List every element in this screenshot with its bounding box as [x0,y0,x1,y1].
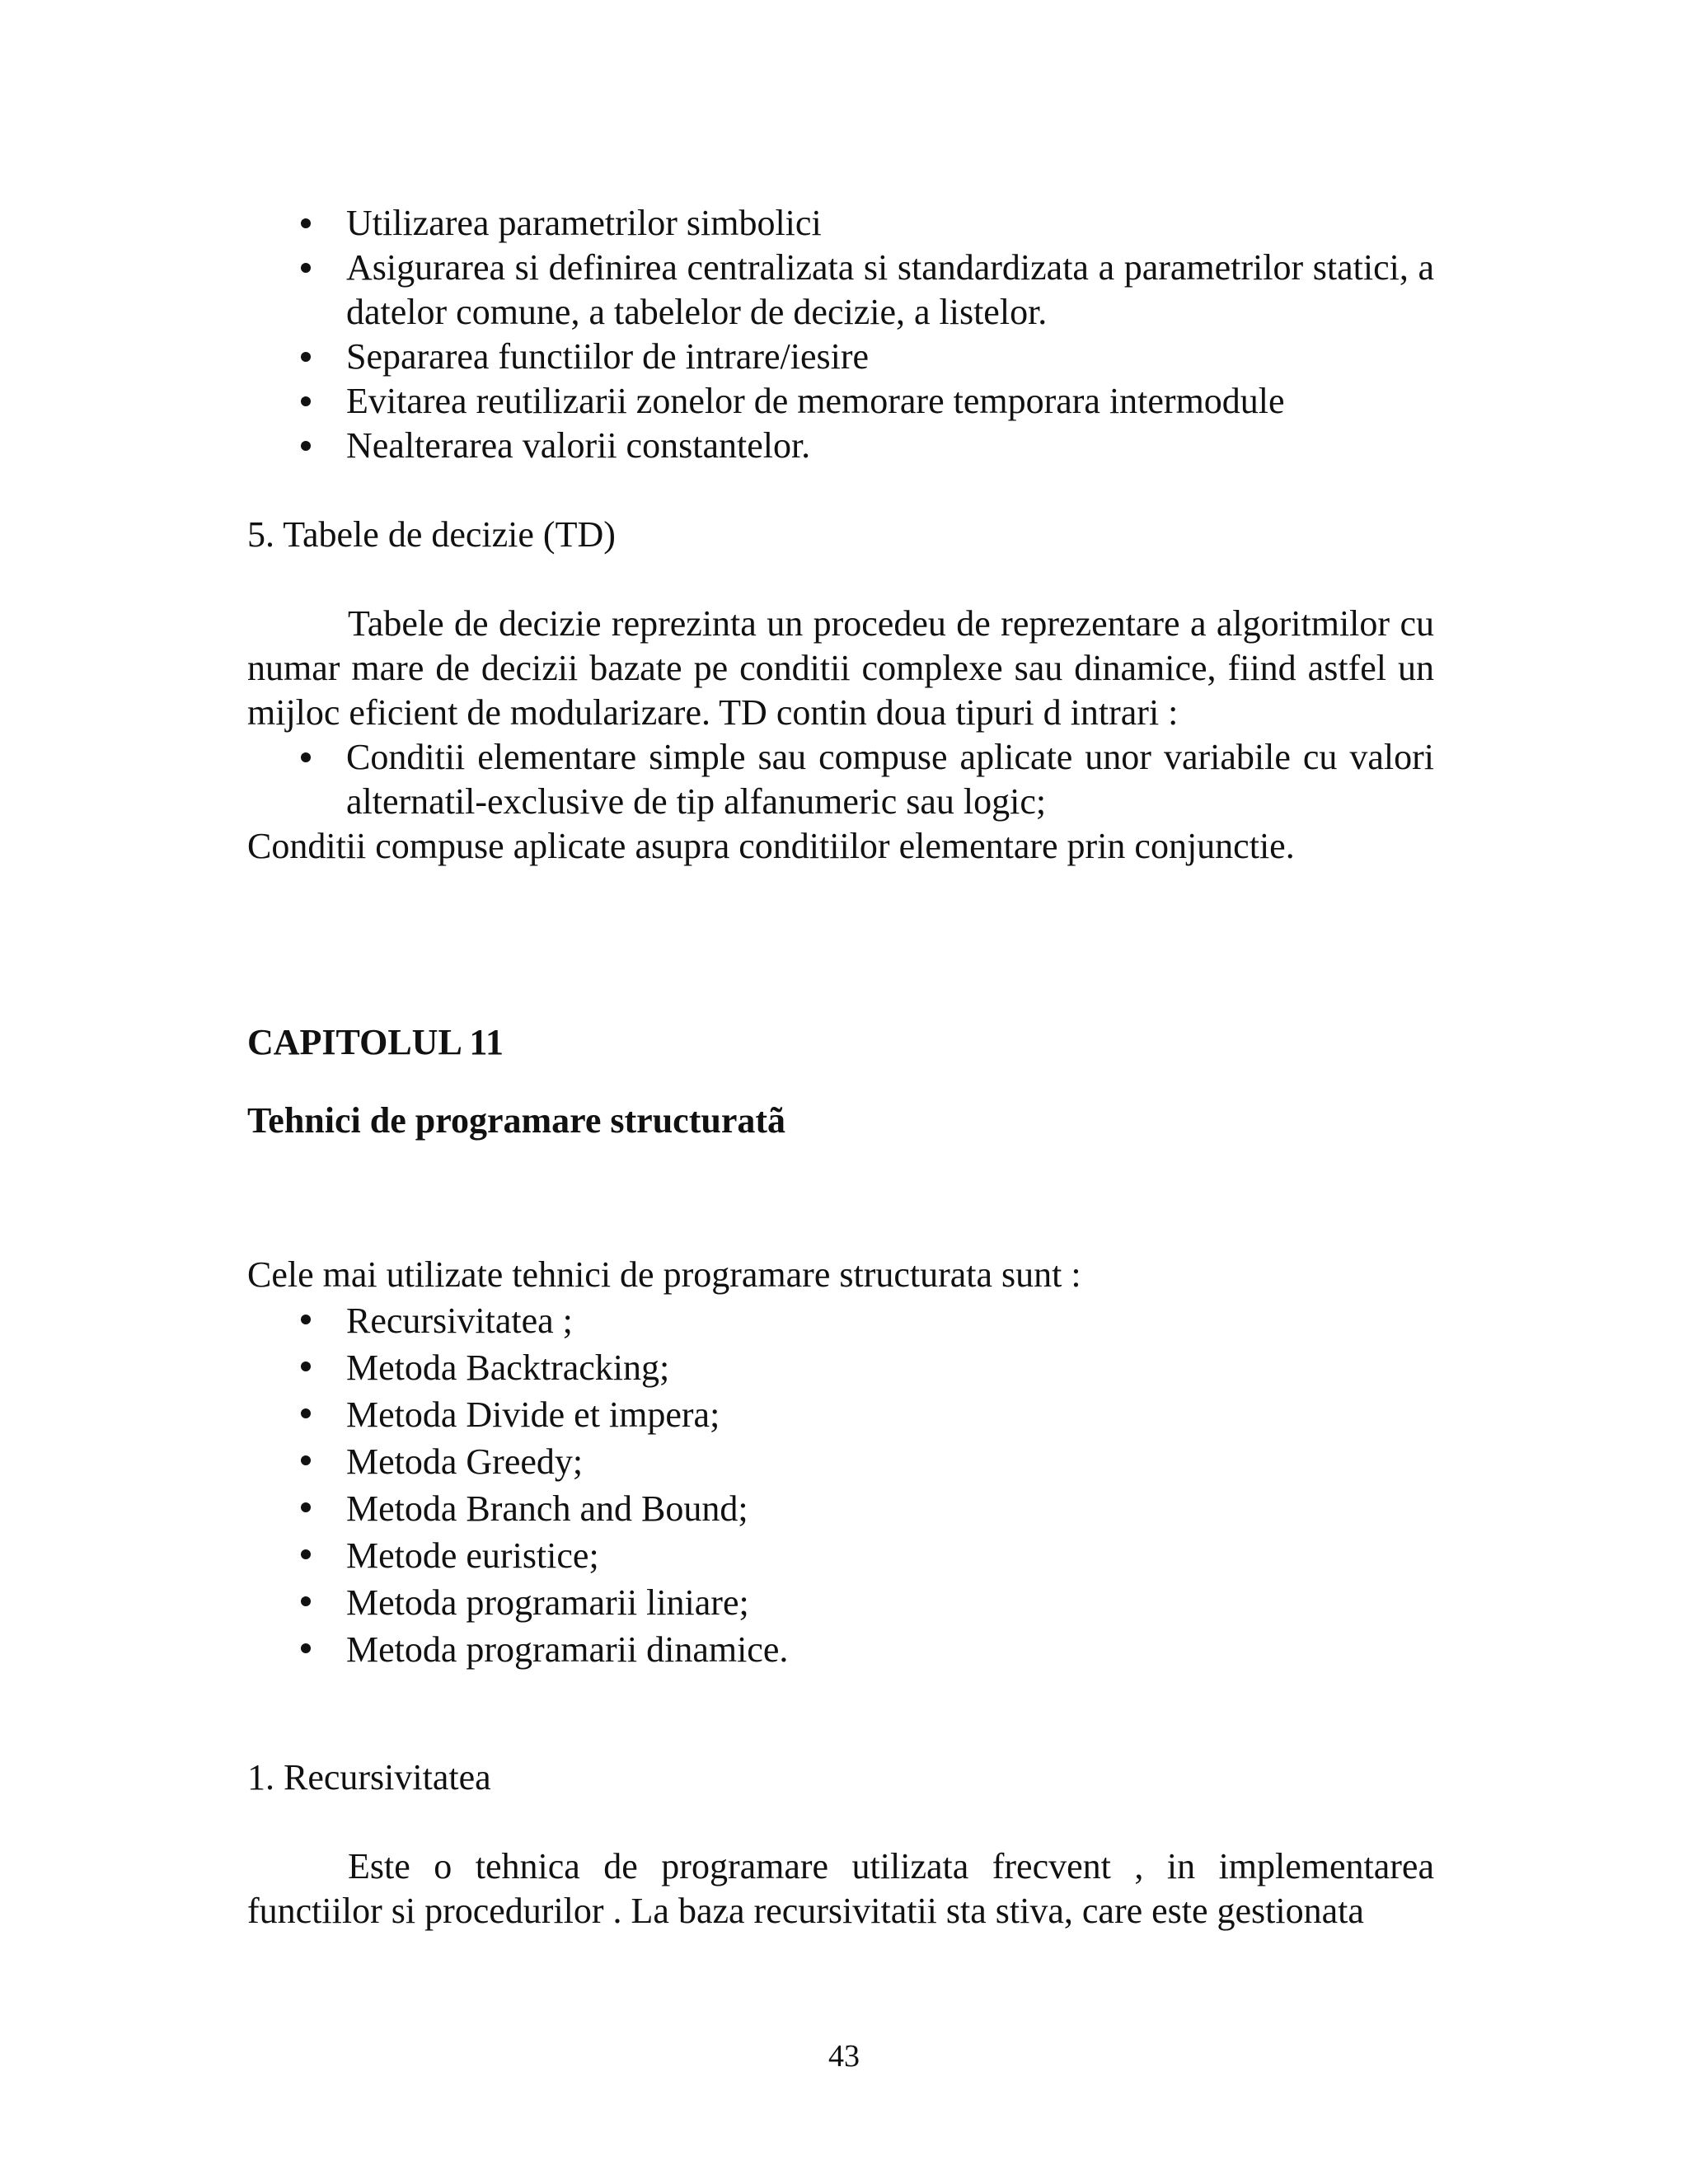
list-item: Conditii elementare simple sau compuse aplicate unor variabile cu valori alternatil-exclusive de tip alfanumeric sau logic; [247,735,1434,824]
list-item: Metoda Greedy; [247,1438,1434,1485]
list-item: Nealterarea valorii constantelor. [247,424,1434,468]
section-5-body [247,602,1434,869]
bullet-list [247,735,1434,824]
chapter-subtitle: Tehnici de programare structuratã [247,1100,786,1141]
bullet-list-top [247,201,1434,468]
bullet-icon [301,396,311,406]
paragraph: Tabele de decizie reprezinta un procedeu de reprezentare a algoritmilor cu numar mare de decizii bazate pe conditii complexe sau dinamice, fiind astfel un mijloc eficient de modularizare. TD contin doua tipuri d intrari : [247,603,1434,733]
list-item: Utilizarea parametrilor simbolici [247,201,1434,246]
section-5-heading: 5. Tabele de decizie (TD) [247,514,616,555]
techniques-section [247,1253,1434,1673]
list-item: Metode euristice; [247,1532,1434,1579]
list-item: Metoda Divide et impera; [247,1391,1434,1438]
section-1-body [247,1844,1434,1933]
paragraph: Este o tehnica de programare utilizata frecvent , in implementarea functiilor si procedurilor . La baza recursivitatii sta stiva, care este gestionata [247,1846,1434,1931]
bullet-list [247,1297,1434,1673]
list-item: Metoda programarii liniare; [247,1579,1434,1626]
list-item: Asigurarea si definirea centralizata si standardizata a parametrilor statici, a datelor comune, a tabelelor de decizie, a listelor. [247,246,1434,335]
list-item: Recursivitatea ; [247,1297,1434,1344]
page-number: 43 [828,2039,860,2074]
bullet-icon [301,263,311,273]
paragraph: Cele mai utilizate tehnici de programare structurata sunt : [247,1254,1081,1295]
bullet-icon [301,218,311,228]
bullet-icon [301,1361,311,1371]
list-item: Metoda Backtracking; [247,1344,1434,1391]
list-item: Evitarea reutilizarii zonelor de memorare temporara intermodule [247,379,1434,424]
list-item: Metoda Branch and Bound; [247,1485,1434,1532]
chapter-title: CAPITOLUL 11 [247,1022,504,1062]
bullet-icon [301,752,311,762]
bullet-list [247,201,1434,468]
bullet-icon [301,1455,311,1465]
section-1-heading: 1. Recursivitatea [247,1757,491,1797]
bullet-icon [301,441,311,451]
bullet-icon [301,1315,311,1324]
paragraph: Conditii compuse aplicate asupra conditiilor elementare prin conjunctie. [247,826,1295,866]
bullet-icon [301,1408,311,1418]
list-item: Metoda programarii dinamice. [247,1626,1434,1673]
bullet-icon [301,1502,311,1512]
bullet-icon [301,1596,311,1606]
bullet-icon [301,352,311,362]
bullet-icon [301,1549,311,1559]
list-item: Separarea functiilor de intrare/iesire [247,335,1434,379]
bullet-icon [301,1643,311,1653]
